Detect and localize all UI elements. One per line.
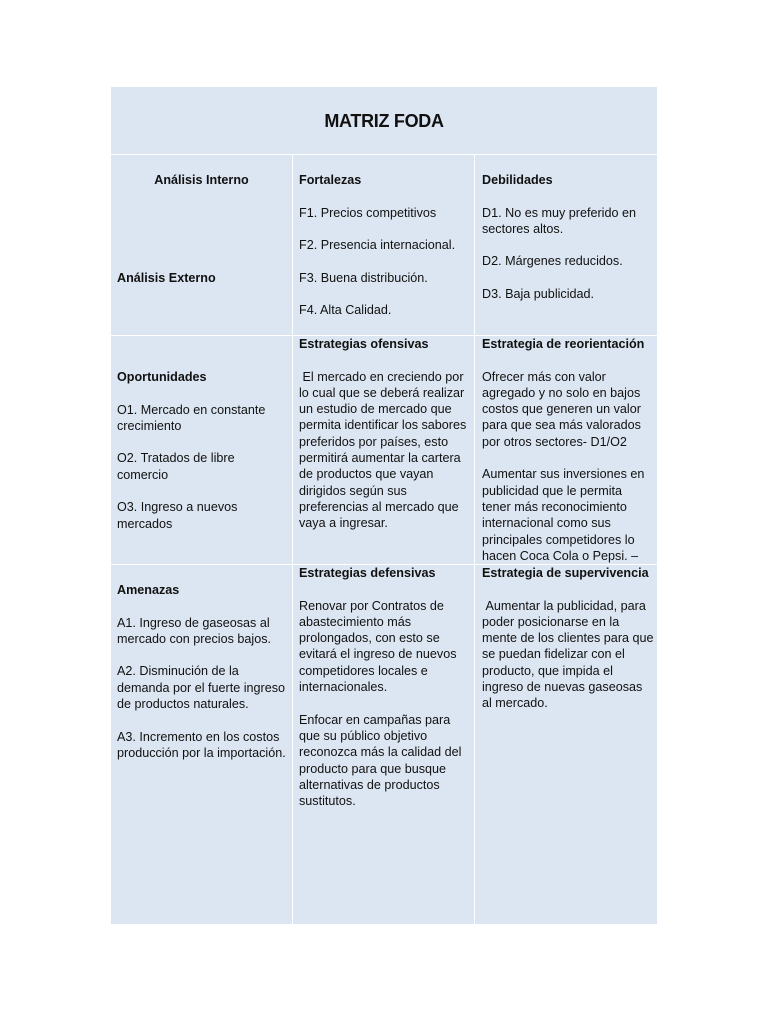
analisis-externo-label-cell (117, 270, 289, 286)
debilidades-cell (482, 172, 654, 302)
fortalezas-cell (299, 172, 471, 319)
estrategias-ofensivas-cell (299, 336, 471, 564)
amenazas-heading: Amenazas (117, 583, 180, 597)
estrategia-supervivencia-cell (482, 565, 658, 712)
matrix-title: MATRIZ FODA (324, 111, 444, 131)
estrategias-ofensivas-text: El mercado en creciendo por lo cual que se deberá realizar un estudio de mercado que permita identificar los sabores preferidos por países, esto permitirá aumentar la cartera de productos que vayan dirigidos según sus preferencias al mercado que vaya a ingresar. (299, 369, 470, 531)
oportunidades-cell (117, 369, 289, 532)
estrategias-defensivas-cell (299, 565, 471, 809)
column-divider-1 (292, 154, 293, 924)
analisis-interno-label: Análisis Interno (154, 173, 249, 187)
estrategias-defensivas-text: Renovar por Contratos de abastecimiento más prolongados, con esto se evitará el ingreso de nuevos competidores locales e internacionales. (299, 598, 457, 695)
estrategia-supervivencia-heading: Estrategia de supervivencia (482, 566, 649, 580)
fortaleza-item: F1. Precios competitivos (299, 205, 437, 220)
estrategias-defensivas-text: Enfocar en campañas para que su público objetivo reconozca más la calidad del producto para que busque alternativas de productos sustitutos. (299, 712, 462, 809)
fortalezas-heading: Fortalezas (299, 173, 362, 187)
fortaleza-item: F4. Alta Calidad. (299, 303, 392, 318)
oportunidades-heading: Oportunidades (117, 370, 207, 384)
oportunidad-item: O1. Mercado en constante crecimiento (117, 402, 266, 433)
column-divider-2 (474, 154, 475, 924)
estrategia-reorientacion-text: Aumentar sus inversiones en publicidad que le permita tener más reconocimiento internacional como sus principales competidores lo hacen Coca Cola o Pepsi. – (482, 467, 645, 563)
oportunidad-item: O3. Ingreso a nuevos mercados (117, 500, 238, 531)
amenaza-item: A1. Ingreso de gaseosas al mercado con precios bajos. (117, 615, 272, 646)
estrategias-defensivas-heading: Estrategias defensivas (299, 566, 436, 580)
estrategias-ofensivas-heading: Estrategias ofensivas (299, 337, 429, 351)
amenaza-item: A3. Incremento en los costos producción por la importación. (117, 729, 286, 760)
debilidades-heading: Debilidades (482, 173, 553, 187)
debilidad-item: D1. No es muy preferido en sectores altos. (482, 205, 636, 236)
debilidad-item: D3. Baja publicidad. (482, 287, 595, 302)
fortaleza-item: F3. Buena distribución. (299, 270, 428, 285)
estrategia-reorientacion-heading: Estrategia de reorientación (482, 337, 645, 351)
fortaleza-item: F2. Presencia internacional. (299, 238, 456, 253)
foda-matrix-table (111, 87, 657, 924)
estrategia-reorientacion-text: Ofrecer más con valor agregado y no solo en bajos costos que generen un valor para que sea más valorados por otros sectores- D1/O2 (482, 369, 641, 449)
analisis-externo-label: Análisis Externo (117, 271, 216, 285)
title-row (111, 87, 657, 155)
amenazas-cell (117, 582, 289, 761)
amenaza-item: A2. Disminución de la demanda por el fuerte ingreso de productos naturales. (117, 664, 286, 712)
oportunidad-item: O2. Tratados de libre comercio (117, 451, 235, 482)
debilidad-item: D2. Márgenes reducidos. (482, 254, 623, 269)
analisis-interno-label-cell (111, 172, 292, 188)
estrategia-reorientacion-cell (482, 336, 654, 564)
estrategia-supervivencia-text: Aumentar la publicidad, para poder posicionarse en la mente de los clientes para que se puedan fidelizar con el producto, que impida el ingreso de nuevas gaseosas al mercado. (482, 598, 658, 711)
